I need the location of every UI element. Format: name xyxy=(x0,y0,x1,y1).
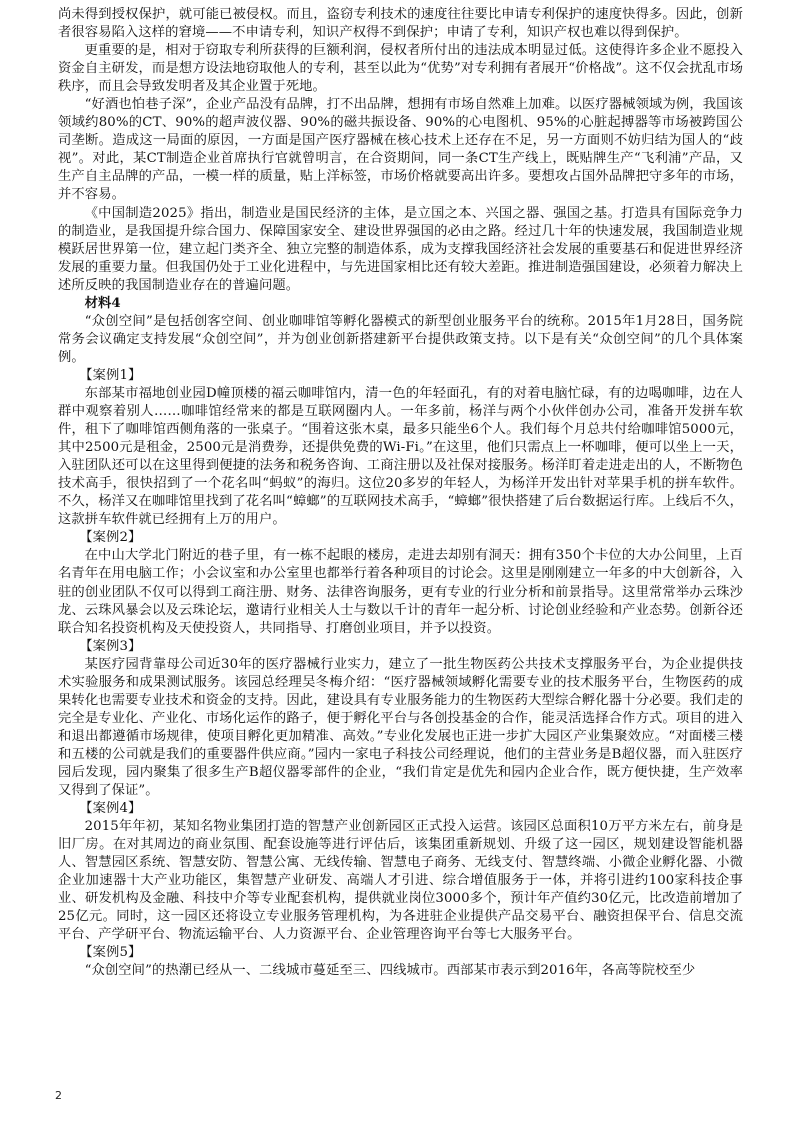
paragraph: “好酒也怕巷子深”，企业产品没有品牌，打不出品牌，想拥有市场自然难上加难。以医疗器械领域为例，我国该领域约80%的CT、90%的超声波仪器、90%的磁共振设备、90%的心电图机、95%的心脏起搏器等市场被跨国公司垄断。造成这一局面的原因，一方面是国产医疗器械在核心技术上还存在不足，另一方面则不妨归结为国人的“歧视”。对此，某CT制造企业首席执行官就曾明言，在合资期间，同一条CT生产线上，既贴牌生产“飞利浦”产品，又生产自主品牌的产品，一模一样的质量，贴上洋标签，市场价格就要高出许多。要想攻占国外品牌把守多年的市场，并不容易。 xyxy=(58,97,743,203)
material-heading: 材料4 xyxy=(84,295,121,311)
paragraph: 更重要的是，相对于窃取专利所获得的巨额利润，侵权者所付出的违法成本明显过低。这使得许多企业不愿投入资金自主研发，而是想方设法地窃取他人的专利，甚至以此为“优势”对专利拥有者展开“价格战”。这不仅会扰乱市场秩序，而且会导致发明者及其企业置于死地。 xyxy=(58,43,743,95)
document-body xyxy=(58,6,743,981)
case-label: 【案例3】 xyxy=(79,638,142,654)
page-number: 2 xyxy=(55,1089,62,1102)
paragraph: 东部某市福地创业园D幢顶楼的福云咖啡馆内，清一色的年轻面孔，有的对着电脑忙碌，有的边喝咖啡，边在人群中观察着别人……咖啡馆经常来的都是互联网圈内人。一年多前，杨洋与两个小伙伴创办公司，准备开发拼车软件，租下了咖啡馆西侧角落的一张桌子。“围着这张木桌，最多只能坐6个人。我们每个月总共付给咖啡馆5000元，其中2500元是租金，2500元是消费券，还提供免费的Wi-Fi。”在这里，他们只需点上一杯咖啡，便可以坐上一天，入驻团队还可以在这里得到便捷的法务和税务咨询、工商注册以及社保对接服务。杨洋盯着走进走出的人，不断物色技术高手，很快招到了一个花名叫“蚂蚁”的海归。这位20多岁的年轻人，为杨洋开发出针对苹果手机的拼车软件。不久，杨洋又在咖啡馆里找到了花名叫“蟑螂”的互联网技术高手，“蟑螂”很快搭建了后台数据运行库。上线后不久，这款拼车软件就已经拥有上万的用户。 xyxy=(58,385,743,528)
paragraph: 某医疗园背靠母公司近30年的医疗器械行业实力，建立了一批生物医药公共技术支撑服务平台，为企业提供技术实验服务和成果测试服务。该园总经理吴冬梅介绍：“医疗器械领域孵化需要专业的技术服务平台，生物医药的成果转化也需要专业技术和资金的支持。因此，建设具有专业服务能力的生物医药大型综合孵化器十分必要。我们走的完全是专业化、产业化、市场化运作的路子，便于孵化平台与各创投基金的合作，能灵活选择合作方式。项目的进入和退出都遵循市场规律，使项目孵化更加精准、高效。”专业化发展也正进一步扩大园区产业集聚效应。“对面楼三楼和五楼的公司就是我们的重要器件供应商。”园内一家电子科技公司经理说，他们的主营业务是B超仪器，而入驻医疗园后发现，园内聚集了很多生产B超仪器零部件的企业，“我们肯定是优先和园内企业合作，既方便快捷，生产效率又得到了保证”。 xyxy=(58,656,743,799)
case-label: 【案例2】 xyxy=(79,530,142,546)
case-label: 【案例1】 xyxy=(79,367,142,383)
paragraph: “众创空间”是包括创客空间、创业咖啡馆等孵化器模式的新型创业服务平台的统称。2015年1月28日，国务院常务会议确定支持发展“众创空间”，并为创业创新搭建新平台提供政策支持。以下是有关“众创空间”的几个具体案例。 xyxy=(58,313,743,365)
paragraph: 2015年年初，某知名物业集团打造的智慧产业创新园区正式投入运营。该园区总面积10万平方米左右，前身是旧厂房。在对其周边的商业氛围、配套设施等进行评估后，该集团重新规划、升级了这一园区，规划建设智能机器人、智慧园区系统、智慧安防、智慧公寓、无线传输、智慧电子商务、无线支付、智慧终端、小微企业孵化器、小微企业加速器十大产业功能区，集智慧产业研发、高端人才引进、综合增值服务于一体，并将引进约100家科技企事业、研发机构及金融、科技中介等专业配套机构，提供就业岗位3000多个，预计年产值约30亿元，比改造前增加了25亿元。同时，这一园区还将设立专业服务管理机构，为各进驻企业提供产品交易平台、融资担保平台、信息交流平台、产学研平台、物流运输平台、人力资源平台、企业管理咨询平台等七大服务平台。 xyxy=(58,819,743,943)
paragraph: 尚未得到授权保护，就可能已被侵权。而且，盗窃专利技术的速度往往要比申请专利保护的速度快得多。因此，创新者很容易陷入这样的窘境——不申请专利，知识产权得不到保护；申请了专利，知识产权也难以得到保护。 xyxy=(58,7,743,41)
paragraph: “众创空间”的热潮已经从一、二线城市蔓延至三、四线城市。西部某市表示到2016年，各高等院校至少 xyxy=(84,963,696,979)
case-label: 【案例4】 xyxy=(79,801,142,817)
case-label: 【案例5】 xyxy=(79,945,142,961)
paragraph: 《中国制造2025》指出，制造业是国民经济的主体，是立国之本、兴国之器、强国之基。打造具有国际竞争力的制造业，是我国提升综合国力、保障国家安全、建设世界强国的必由之路。经过几十年的快速发展，我国制造业规模跃居世界第一位，建立起门类齐全、独立完整的制造体系，成为支撑我国经济社会发展的重要基石和促进世界经济发展的重要力量。但我国仍处于工业化进程中，与先进国家相比还有较大差距。推进制造强国建设，必须着力解决上述所反映的我国制造业存在的普遍问题。 xyxy=(58,205,743,293)
paragraph: 在中山大学北门附近的巷子里，有一栋不起眼的楼房，走进去却别有洞天：拥有350个卡位的大办公间里，上百名青年在用电脑工作；小会议室和办公室里也都举行着各种项目的讨论会。这里是刚刚建立一年多的中大创新谷，入驻的创业团队不仅可以得到工商注册、财务、法律咨询服务，更有专业的行业分析和前景指导。这里常常举办云珠沙龙、云珠风暴会以及云珠论坛，邀请行业相关人士与数以千计的青年一起分析、讨论创业经验和产业态势。创新谷还联合知名投资机构及天使投资人，共同指导、打磨创业项目，并予以投资。 xyxy=(58,548,743,636)
